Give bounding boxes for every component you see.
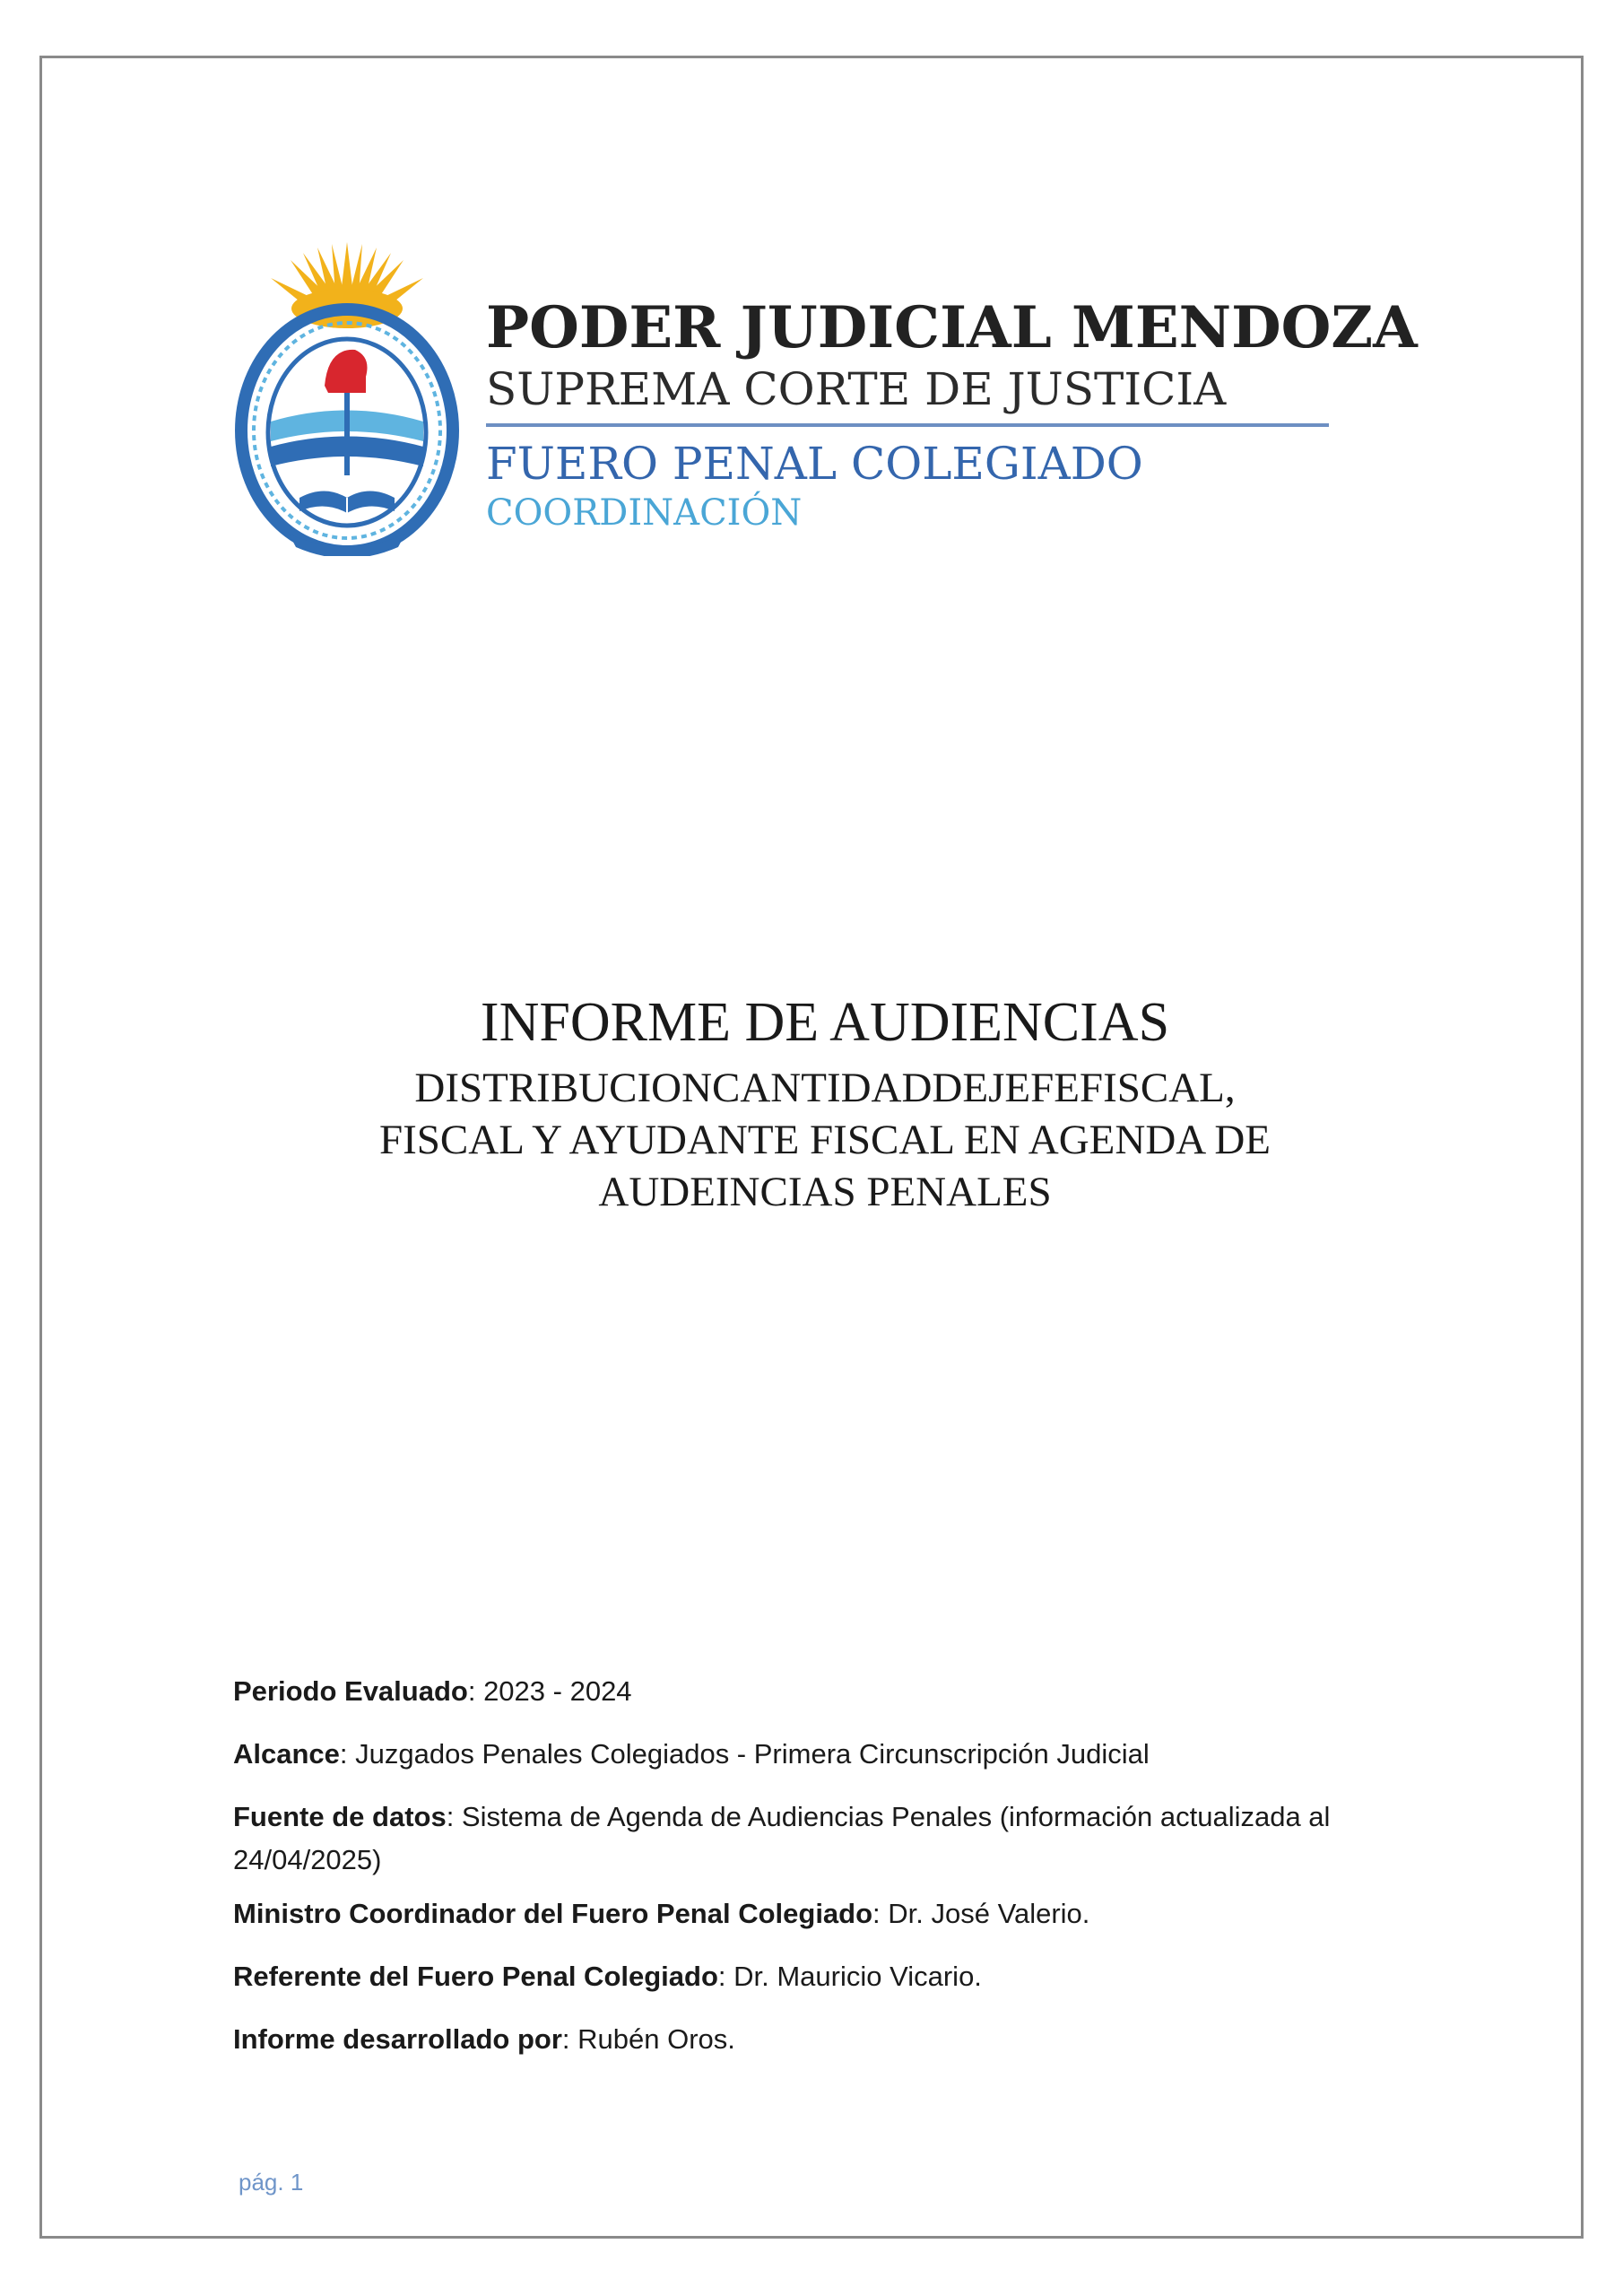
report-title-block (135, 987, 1515, 1218)
logo-text-block (486, 294, 1419, 535)
data-source-value: : Sistema de Agenda de Audiencias Penales (información actualizada al 24/04/2025) (233, 1801, 1331, 1875)
report-subtitle-line: AUDEINCIAS PENALES (598, 1169, 1052, 1215)
report-subtitle (296, 1062, 1354, 1218)
coordinator-value: : Dr. José Valerio. (872, 1898, 1090, 1929)
period-value: : 2023 - 2024 (467, 1675, 632, 1707)
coordinator-label: Ministro Coordinador del Fuero Penal Colegiado (233, 1898, 873, 1929)
report-metadata (233, 1670, 1453, 2081)
report-title: INFORME DE AUDIENCIAS (480, 992, 1170, 1053)
author-label: Informe desarrollado por (233, 2023, 562, 2055)
logo-section: COORDINACIÓN (486, 492, 803, 534)
coordinator-row (233, 1892, 1453, 1935)
author-row (233, 2018, 1453, 2061)
coat-of-arms-icon (235, 242, 459, 556)
logo-title: PODER JUDICIAL MENDOZA (486, 294, 1418, 361)
logo-department: FUERO PENAL COLEGIADO (486, 438, 1143, 490)
scope-label: Alcance (233, 1738, 340, 1770)
author-value: : Rubén Oros. (561, 2023, 735, 2055)
page-number: pág. 1 (239, 2169, 304, 2196)
referent-row (233, 1955, 1453, 1998)
institution-logo (235, 242, 1419, 556)
data-source-label: Fuente de datos (233, 1801, 447, 1832)
referent-value: : Dr. Mauricio Vicario. (717, 1961, 982, 1992)
data-source-row (233, 1796, 1453, 1882)
scope-row (233, 1733, 1453, 1776)
period-row (233, 1670, 1453, 1713)
referent-label: Referente del Fuero Penal Colegiado (233, 1961, 718, 1992)
period-label: Periodo Evaluado (233, 1675, 468, 1707)
scope-value: : Juzgados Penales Colegiados - Primera Circunscripción Judicial (339, 1738, 1150, 1770)
logo-subtitle: SUPREMA CORTE DE JUSTICIA (486, 362, 1329, 427)
report-subtitle-line: DISTRIBUCIONCANTIDADDEJEFEFISCAL, (414, 1065, 1236, 1111)
report-subtitle-line: FISCAL Y AYUDANTE FISCAL EN AGENDA DE (378, 1117, 1271, 1163)
